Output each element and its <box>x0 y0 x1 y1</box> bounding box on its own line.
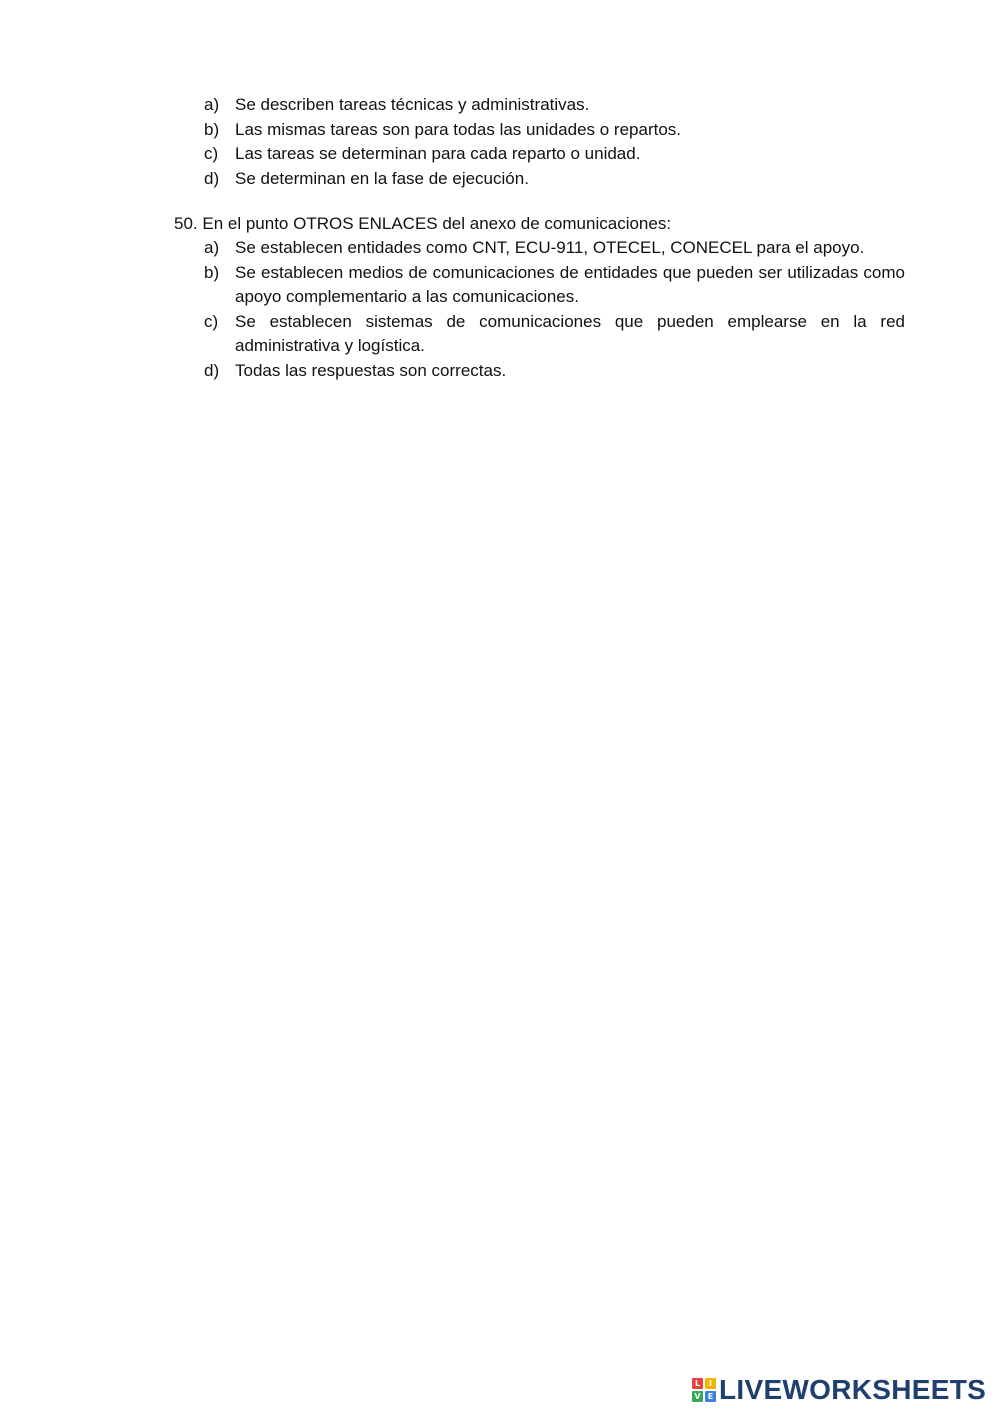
option-c <box>204 142 905 167</box>
option-d <box>204 359 905 384</box>
option-text: Se establecen medios de comunicaciones de entidades que pueden ser utilizadas como apoyo complementario a las comunicaciones. <box>235 262 905 306</box>
option-text: Se establecen entidades como CNT, ECU-911, OTECEL, CONECEL para el apoyo. <box>235 238 865 257</box>
question-text: En el punto OTROS ENLACES del anexo de comunicaciones: <box>202 214 672 233</box>
option-text: Las mismas tareas son para todas las unidades o repartos. <box>235 119 682 139</box>
option-letter: c) <box>204 311 219 331</box>
option-a <box>204 236 905 261</box>
question-50-options <box>204 236 905 383</box>
logo-square: L <box>692 1378 703 1389</box>
option-a <box>204 93 905 118</box>
logo-square: V <box>692 1391 703 1402</box>
question-number: 50. <box>174 214 203 233</box>
liveworksheets-logo <box>692 1376 986 1404</box>
question-50-stem <box>174 212 905 237</box>
previous-question-options <box>204 93 905 191</box>
logo-square: E <box>705 1391 716 1402</box>
option-text: Las tareas se determinan para cada reparto o unidad. <box>235 144 641 163</box>
option-c <box>204 310 905 359</box>
logo-wordmark: LIVEWORKSHEETS <box>719 1374 987 1405</box>
option-b <box>204 261 905 310</box>
option-letter: a) <box>204 238 220 257</box>
option-text: Se determinan en la fase de ejecución. <box>235 168 529 188</box>
option-d <box>204 167 905 192</box>
option-letter: b) <box>204 262 220 282</box>
option-text: Se describen tareas técnicas y administrativas. <box>235 95 590 114</box>
option-b <box>204 118 905 143</box>
option-letter: d) <box>204 360 220 380</box>
logo-square: I <box>705 1378 716 1389</box>
option-letter: b) <box>204 119 220 139</box>
option-letter: c) <box>204 144 219 163</box>
option-letter: d) <box>204 168 220 188</box>
option-text: Todas las respuestas son correctas. <box>235 360 507 380</box>
logo-squares-icon <box>692 1378 716 1402</box>
option-text: Se establecen sistemas de comunicaciones que pueden emplearse en la red administrativa y logística. <box>235 311 905 355</box>
option-letter: a) <box>204 95 220 114</box>
